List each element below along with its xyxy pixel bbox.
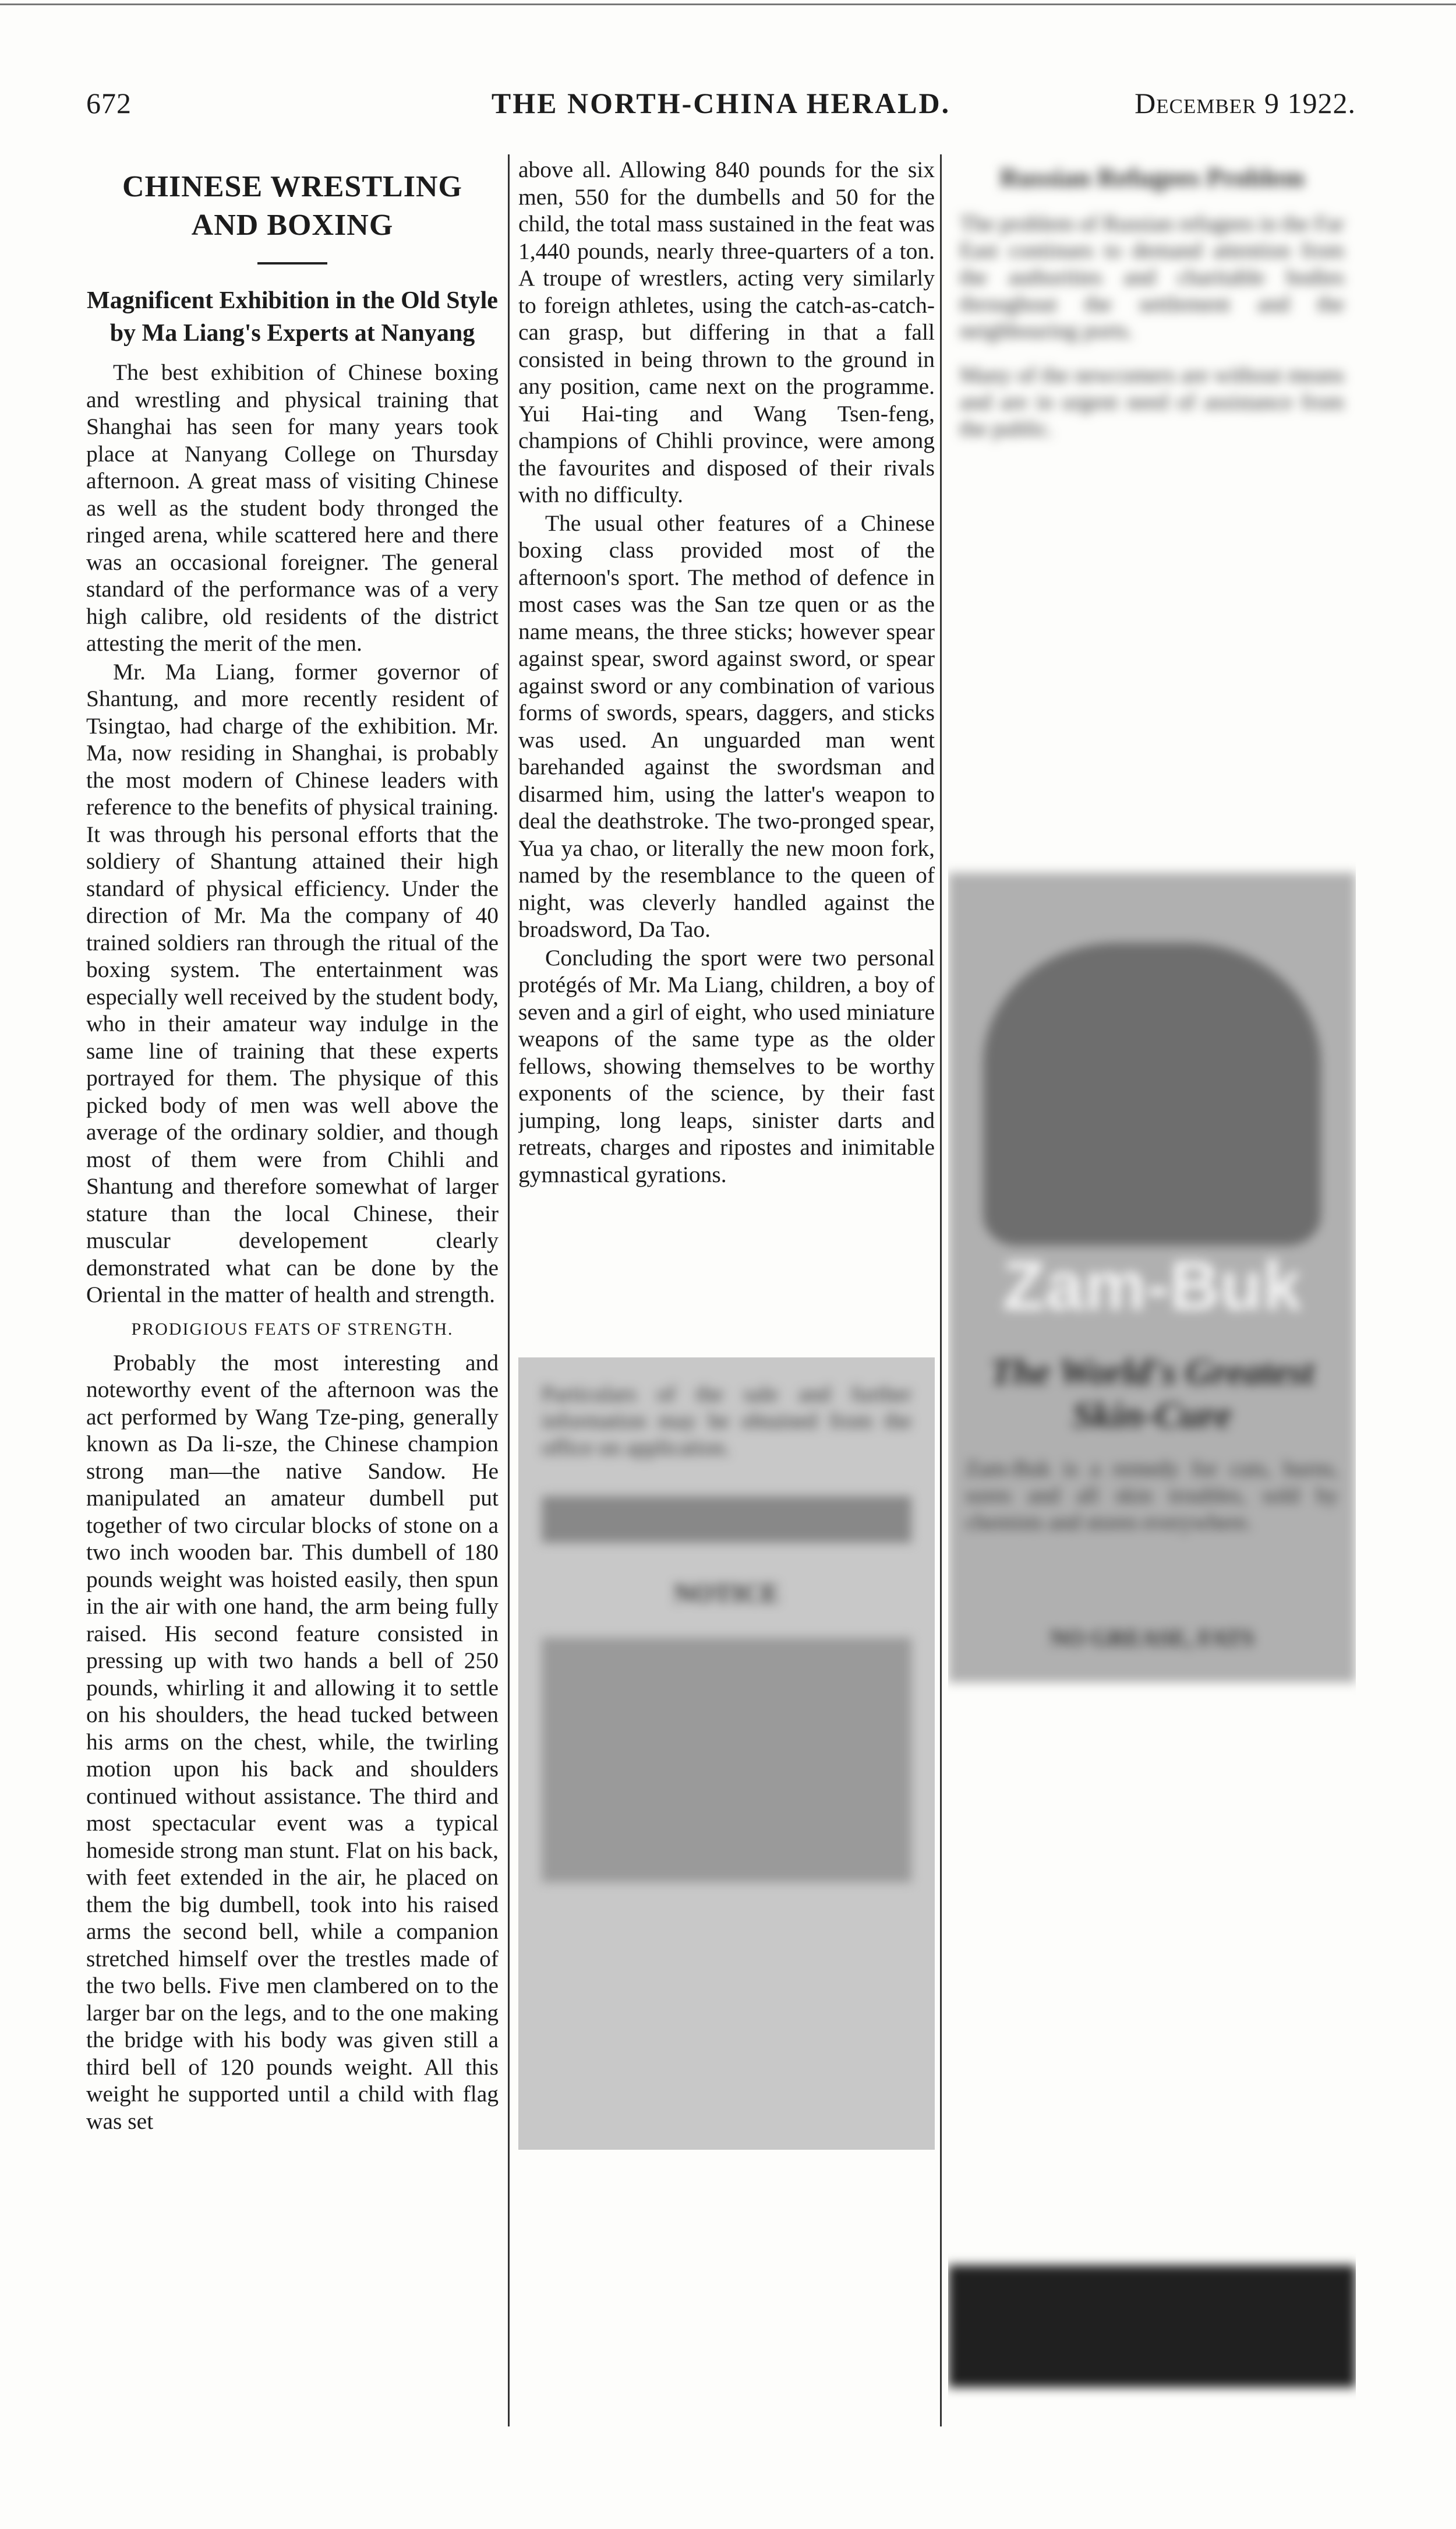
advertisement-content	[948, 156, 1356, 442]
brand-tagline: The World's Greatest Skin-Cure	[990, 1351, 1314, 1435]
article-paragraph: above all. Allowing 840 pounds for the six men, 550 for the dumbells and 50 for the child, the total mass sustained in the feat was 1,440 pounds, nearly three-quarters of a ton. A troupe of wrestlers, acting very similarly to foreign athletes, using the catch-as-catch-can grasp, but differing in that a fall consisted in being thrown to the ground in any position, came next on the programme. Yui Hai-ting and Wang Tsen-feng, champions of Chihli province, were among the favourites and disposed of their rivals with no difficulty.	[518, 157, 935, 507]
article-paragraph: The usual other features of a Chinese boxing class provided most of the afternoon's sport. The method of defence in most cases was the San tze quen or as the name means, the three sticks; however spear against spear, sword against sword, or spear against sword or any combination of various forms of swords, spears, daggers, and sticks was used. An unguarded man went barehanded against the swordsman and disarmed him, using the latter's weapon to deal the deathstroke. The two-pronged spear, Yua ya chao, or literally the new moon fork, named by the resemblance to the queen of night, was cleverly handled against the broadsword, Da Tao.	[518, 510, 935, 942]
illustration-figure	[983, 943, 1321, 1246]
advertisement-graphic	[542, 1638, 911, 1882]
advertisement-text: Many of the newcomers are without means and are in urgent need of assistance from the public.	[960, 363, 1344, 441]
article-column-1	[86, 162, 499, 2411]
advertisement-block	[518, 1357, 935, 2150]
brand-logo: Zam-Buk	[1002, 1247, 1302, 1325]
page-number: 672	[86, 87, 132, 119]
column-divider	[940, 154, 942, 2426]
advertisement-graphic	[542, 1496, 911, 1543]
advertisement-footer-band	[948, 2265, 1356, 2387]
brand-text: Zam-Buk is a remedy for cuts, burns, sores and all skin troubles, sold by chemists and stores everywhere.	[966, 1456, 1338, 1535]
article-paragraph: The best exhibition of Chinese boxing and wrestling and physical training that Shanghai has seen for many years took place at Nanyang College on Thursday afternoon. A great mass of visiting Chinese as well as the student body thronged the ringed arena, while scattered here and there was an occasional foreigner. The general standard of the performance was of a very high calibre, old residents of the district attesting the merit of the men.	[86, 359, 499, 656]
headline-divider	[257, 262, 327, 264]
advertisement-content	[518, 1357, 935, 1882]
section-heading: PRODIGIOUS FEATS OF STRENGTH.	[131, 1319, 454, 1339]
article-column-2	[518, 156, 935, 1362]
page-header	[86, 86, 1356, 139]
issue-date: December 9 1922.	[1135, 87, 1356, 119]
article-paragraph: Concluding the sport were two personal protégés of Mr. Ma Liang, children, a boy of seven and a girl of eight, who used miniature weapons of the same type as the older fellows, showing themselves to be worthy exponents of the science, by their fast jumping, long leaps, sinister darts and retreats, charges and ripostes and inimitable gymnastical gyrations.	[518, 944, 935, 1187]
zambuk-advertisement	[948, 873, 1356, 1683]
article-paragraph: Mr. Ma Liang, former governor of Shantung, and more recently resident of Tsingtao, had charge of the exhibition. Mr. Ma, now residing in Shanghai, is probably the most modern of Chinese leaders with reference to the benefits of physical training. It was through his personal efforts that the soldiery of Shantung attained their high standard of physical efficiency. Under the direction of Mr. Ma the company of 40 trained soldiers ran through the ritual of the boxing system. The entertainment was especially well received by the student body, who in their amateur way indulge in the same line of training that these experts portrayed for them. The physique of this picked body of men was well above the average of the ordinary soldier, and though most of them were from Chihli and Shantung and therefore somewhat of larger stature than the local Chinese, their muscular developement clearly demonstrated what can be done by the Oriental in the matter of health and strength.	[86, 658, 499, 1307]
advertisement-text: The problem of Russian refugees in the Far East continues to demand attention from the authorities and charitable bodies throughout the settlement and the neighbouring ports.	[960, 211, 1344, 343]
advertisement-heading: NOTICE	[673, 1578, 780, 1608]
advertisement-column	[948, 156, 1356, 2405]
brand-subheading: NO GREASE, FATS	[1049, 1625, 1254, 1651]
column-divider	[508, 154, 510, 2426]
article-subheadline: Magnificent Exhibition in the Old Style by Ma Liang's Experts at Nanyang	[87, 287, 498, 347]
advertisement-text: Particulars of the sale and further information may be obtained from the office on application.	[542, 1382, 911, 1460]
masthead: THE NORTH-CHINA HERALD.	[491, 87, 951, 119]
article-paragraph: Probably the most interesting and noteworthy event of the afternoon was the act performed by Wang Tze-ping, generally known as Da li-sze, the Chinese champion strong man—the native Sandow. He manipulated an amateur dumbell put together of two circular blocks of stone on a two inch wooden bar. This dumbell of 180 pounds weight was hoisted easily, then spun in the air with one hand, the arm being fully raised. His second feature consisted in pressing up with two hands a bell of 250 pounds, whirling it and allowing it to settle on his shoulders, the head tucked between his arms on the chest, while, the twirling motion upon his back and shoulders continued without assistance. The third and most spectacular event was a typical homeside strong man stunt. Flat on his back, with feet extended in the air, he placed on them the big dumbell, took into his raised arms the second bell, while a companion stretched himself over the trestles made of the two bells. Five men clambered on to the larger bar on the legs, and to the one making the bridge with his body was given still a third bell of 120 pounds weight. All this weight he supported until a child with flag was set	[86, 1349, 499, 2134]
top-border-rule	[0, 3, 1456, 5]
advertisement-heading: Russian Refugees Problem	[999, 163, 1305, 192]
article-headline: CHINESE WRESTLING AND BOXING	[122, 170, 462, 242]
